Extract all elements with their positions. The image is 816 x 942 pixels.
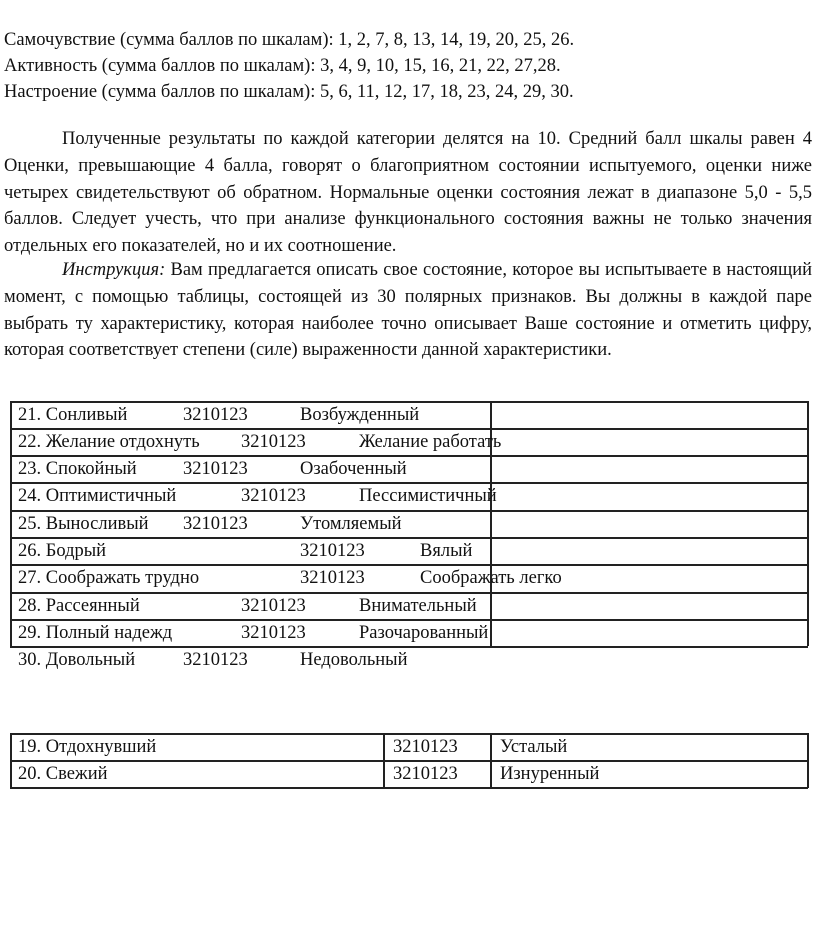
- rating-scale: 3210123: [393, 764, 458, 784]
- table-rule: [10, 787, 808, 789]
- rating-scale: 3210123: [241, 623, 306, 643]
- adjective-right: Разочарованный: [359, 623, 489, 643]
- rating-scale: 3210123: [183, 459, 248, 479]
- adjective-left: 25. Выносливый: [18, 514, 149, 534]
- table-border: [807, 733, 809, 788]
- results-text: Полученные результаты по каждой категории делятся на 10. Средний балл шкалы равен 4 Оценки, превышающие 4 балла, говорят о благоприятном состоянии испытуемого, оценки ниже четырех свидетельствуют об обратном. Нормальные оценки состояния лежат в диапазоне 5,0 - 5,5 баллов. Следует учесть, что при анализе функционального состояния важны не только значения отдельных его показателей, но и их соотношение.: [4, 129, 812, 257]
- adjective-right: Озабоченный: [300, 459, 407, 479]
- adjective-right: Желание работать: [359, 432, 502, 452]
- adjective-right: Внимательный: [359, 596, 477, 616]
- adjective-left: 23. Спокойный: [18, 459, 137, 479]
- rating-scale: 3210123: [241, 596, 306, 616]
- table-border: [10, 401, 12, 646]
- adjective-right: Недовольный: [300, 650, 408, 670]
- rating-scale: 3210123: [393, 737, 458, 757]
- table-border: [490, 733, 492, 788]
- table-rule: [10, 537, 808, 539]
- instruction-text: Вам предлагается описать свое состояние, которое вы испытываете в настоящий момент, с помощью таблицы, состоящей из 30 полярных признаков. Вы должны в каждой паре выбрать ту характеристику, которая наиболее точно описывает Ваше состояние и отметить цифру, которая соответствует степени (силе) выраженности данной характеристики.: [4, 260, 812, 361]
- rating-scale: 3210123: [300, 568, 365, 588]
- table-border: [383, 733, 385, 788]
- adjective-left: 26. Бодрый: [18, 541, 107, 561]
- table-border: [807, 401, 809, 646]
- adjective-left: 20. Свежий: [18, 764, 108, 784]
- adjective-right: Возбужденный: [300, 405, 420, 425]
- scale-mood: Настроение (сумма баллов по шкалам): 5, 6, 11, 12, 17, 18, 23, 24, 29, 30.: [4, 82, 574, 102]
- rating-scale: 3210123: [183, 514, 248, 534]
- instruction-label: Инструкция:: [62, 260, 166, 280]
- adjective-left: 27. Соображать трудно: [18, 568, 200, 588]
- scale-activity: Активность (сумма баллов по шкалам): 3, 4, 9, 10, 15, 16, 21, 22, 27,28.: [4, 56, 561, 76]
- rating-scale: 3210123: [183, 405, 248, 425]
- adjective-right: Пессимистичный: [359, 486, 497, 506]
- scale-wellbeing: Самочувствие (сумма баллов по шкалам): 1, 2, 7, 8, 13, 14, 19, 20, 25, 26.: [4, 30, 575, 50]
- adjective-right: Вялый: [420, 541, 473, 561]
- adjective-right: Изнуренный: [500, 764, 600, 784]
- adjective-left: 19. Отдохнувший: [18, 737, 157, 757]
- adjective-left: 29. Полный надежд: [18, 623, 173, 643]
- adjective-left: 21. Сонливый: [18, 405, 128, 425]
- table-border: [10, 733, 12, 788]
- adjective-left: 28. Рассеянный: [18, 596, 140, 616]
- adjective-left: 30. Довольный: [18, 650, 136, 670]
- results-paragraph: [4, 126, 812, 260]
- rating-scale: 3210123: [241, 486, 306, 506]
- adjective-left: 22. Желание отдохнуть: [18, 432, 200, 452]
- rating-scale: 3210123: [183, 650, 248, 670]
- rating-scale: 3210123: [300, 541, 365, 561]
- adjective-right: Соображать легко: [420, 568, 562, 588]
- instruction-paragraph: [4, 257, 812, 364]
- adjective-right: Утомляемый: [300, 514, 402, 534]
- rating-scale: 3210123: [241, 432, 306, 452]
- adjective-left: 24. Оптимистичный: [18, 486, 177, 506]
- adjective-right: Усталый: [500, 737, 568, 757]
